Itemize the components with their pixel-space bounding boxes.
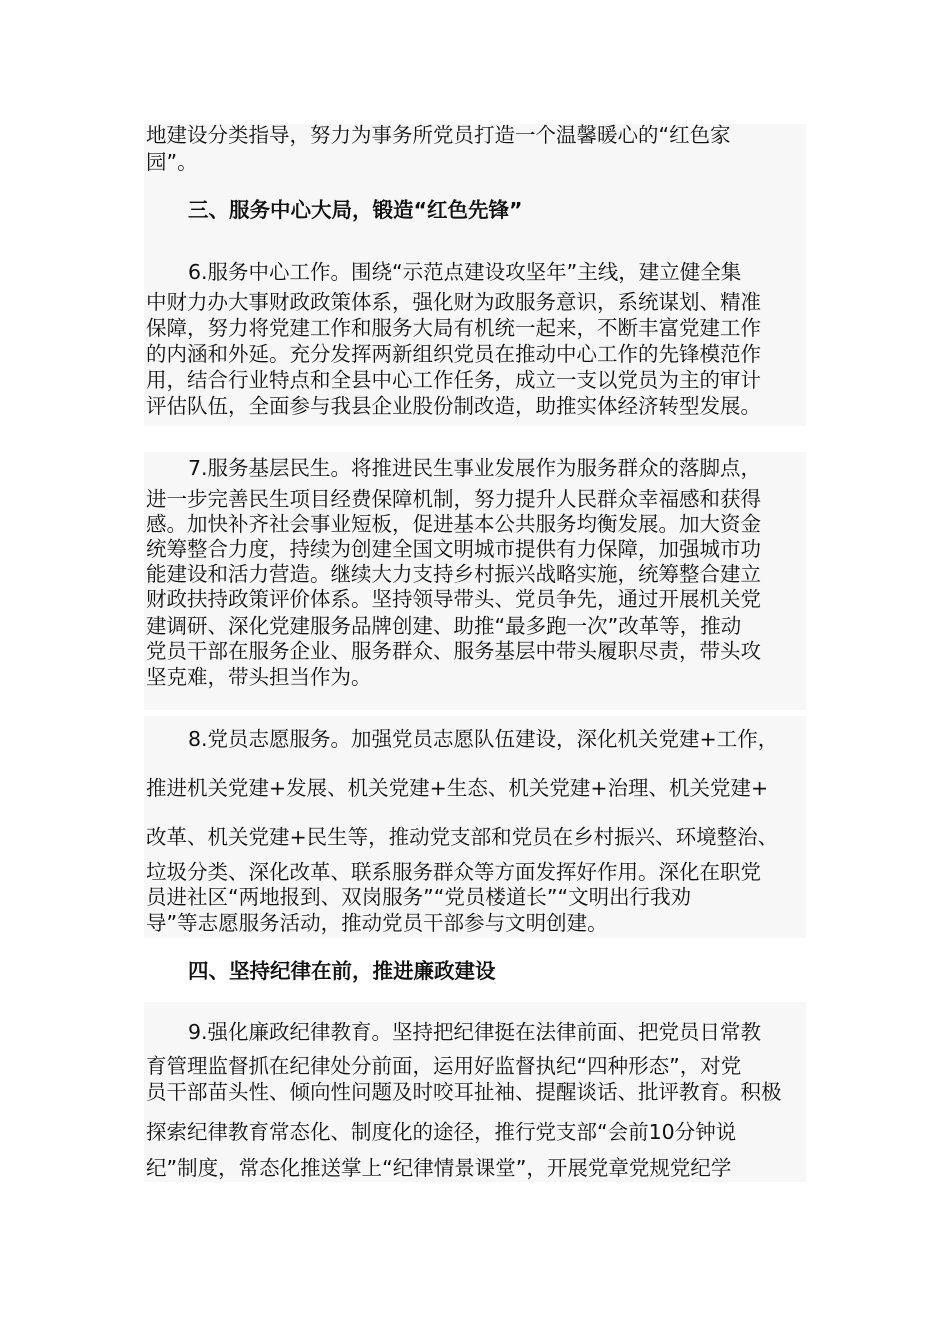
paragraph-line: 园”。 bbox=[146, 150, 198, 174]
paragraph-line: 员干部苗头性、倾向性问题及时咬耳扯袖、提醒谈话、批评教育。积极 bbox=[146, 1080, 782, 1104]
paragraph-line: 财政扶持政策评价体系。坚持领导带头、党员争先，通过开展机关党 bbox=[146, 587, 761, 611]
paragraph-line: 纪”制度，常态化推送掌上“纪律情景课堂”，开展党章党规党纪学 bbox=[146, 1156, 732, 1180]
paragraph-line: 感。加快补齐社会事业短板，促进基本公共服务均衡发展。加大资金 bbox=[146, 512, 761, 536]
paragraph-line: 垃圾分类、深化改革、联系服务群众等方面发挥好作用。深化在职党 bbox=[146, 860, 761, 884]
paragraph-line: 建调研、深化党建服务品牌创建、助推“最多跑一次”改革等，推动 bbox=[146, 614, 742, 638]
paragraph-line: 改革、机关党建+民生等，推动党支部和党员在乡村振兴、环境整治、 bbox=[146, 825, 779, 849]
paragraph-line: 中财力办大事财政政策体系，强化财为政服务意识，系统谋划、精准 bbox=[146, 290, 761, 314]
paragraph-line: 探索纪律教育常态化、制度化的途径，推行党支部“会前10分钟说 bbox=[146, 1120, 737, 1144]
section-heading: 四、坚持纪律在前，推进廉政建设 bbox=[188, 959, 496, 983]
paragraph-line: 地建设分类指导，努力为事务所党员打造一个温馨暖心的“红色家 bbox=[146, 123, 731, 147]
paragraph-line: 保障，努力将党建工作和服务大局有机统一起来，不断丰富党建工作 bbox=[146, 316, 761, 340]
paragraph-line: 坚克难，带头担当作为。 bbox=[146, 665, 372, 689]
paragraph-line: 7.服务基层民生。将推进民生事业发展作为服务群众的落脚点， bbox=[188, 456, 762, 480]
paragraph-line: 8.党员志愿服务。加强党员志愿队伍建设，深化机关党建+工作， bbox=[188, 727, 779, 751]
paragraph-line: 评估队伍，全面参与我县企业股份制改造，助推实体经济转型发展。 bbox=[146, 394, 761, 418]
paragraph-line: 统筹整合力度，持续为创建全国文明城市提供有力保障，加强城市功 bbox=[146, 537, 761, 561]
paragraph-line: 推进机关党建+发展、机关党建+生态、机关党建+治理、机关党建+ bbox=[146, 776, 769, 800]
paragraph-line: 6.服务中心工作。围绕“示范点建设攻坚年”主线，建立健全集 bbox=[188, 260, 742, 284]
paragraph-line: 员进社区“两地报到、双岗服务”“党员楼道长”“文明出行我劝 bbox=[146, 885, 692, 909]
section-heading: 三、服务中心大局，锻造“红色先锋” bbox=[188, 198, 523, 222]
paragraph-line: 导”等志愿服务活动，推动党员干部参与文明创建。 bbox=[146, 911, 608, 935]
paragraph-line: 党员干部在服务企业、服务群众、服务基层中带头履职尽责，带头攻 bbox=[146, 639, 761, 663]
paragraph-line: 的内涵和外延。充分发挥两新组织党员在推动中心工作的先锋模范作 bbox=[146, 342, 761, 366]
paragraph-line: 用，结合行业特点和全县中心工作任务，成立一支以党员为主的审计 bbox=[146, 368, 761, 392]
paragraph-line: 能建设和活力营造。继续大力支持乡村振兴战略实施，统筹整合建立 bbox=[146, 562, 761, 586]
paragraph-line: 进一步完善民生项目经费保障机制，努力提升人民群众幸福感和获得 bbox=[146, 487, 761, 511]
paragraph-line: 育管理监督抓在纪律处分前面，运用好监督执纪“四种形态”，对党 bbox=[146, 1054, 742, 1078]
paragraph-line: 9.强化廉政纪律教育。坚持把纪律挺在法律前面、把党员日常教 bbox=[188, 1020, 762, 1044]
